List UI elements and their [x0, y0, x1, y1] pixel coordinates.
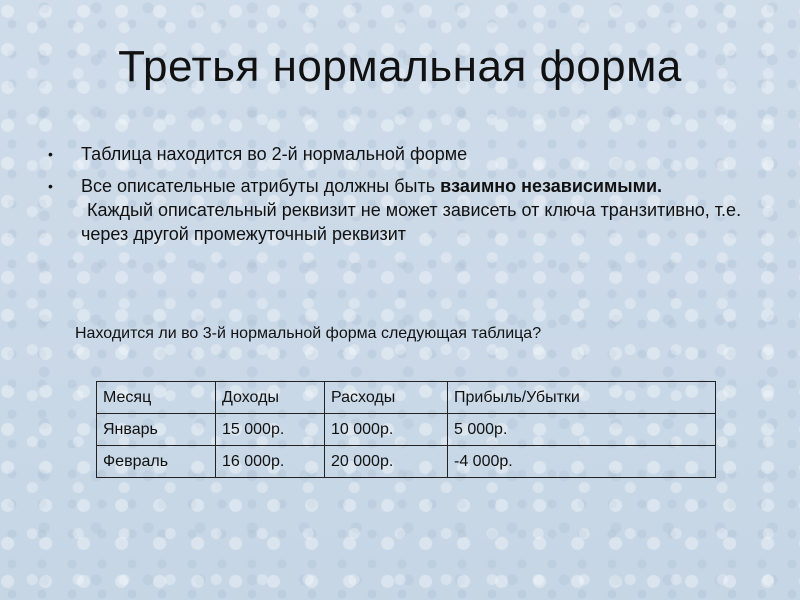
table-cell: Февраль [97, 446, 216, 478]
question-text: Находится ли во 3-й нормальной форма следующая таблица? [75, 325, 542, 342]
bullet-text: Все описательные атрибуты должны быть [81, 176, 441, 196]
bullet-icon: • [48, 178, 53, 194]
table-cell: 10 000р. [325, 414, 448, 446]
table-header-row [97, 382, 716, 414]
header-cell: Доходы [216, 382, 325, 414]
data-table [96, 381, 716, 478]
bullet-text: Таблица находится во 2-й нормальной форме [81, 144, 468, 164]
bullet-list [48, 142, 748, 254]
bullet-bold-text: взаимно независимыми. [440, 176, 663, 196]
header-cell: Расходы [325, 382, 448, 414]
header-cell: Месяц [97, 382, 216, 414]
table-cell: Январь [97, 414, 216, 446]
table-cell: 5 000р. [448, 414, 716, 446]
bullet-item [48, 174, 748, 246]
header-cell: Прибыль/Убытки [448, 382, 716, 414]
table-row [97, 414, 716, 446]
table-cell: 20 000р. [325, 446, 448, 478]
table-row [97, 446, 716, 478]
bullet-text-continuation: Каждый описательный реквизит не может зависеть от ключа транзитивно, т.е. через другой промежуточный реквизит [81, 200, 742, 244]
slide-title: Третья нормальная форма [118, 42, 682, 91]
bullet-item [48, 142, 748, 166]
table-cell: 15 000р. [216, 414, 325, 446]
table-cell: 16 000р. [216, 446, 325, 478]
bullet-icon: • [48, 146, 53, 162]
table-cell: -4 000р. [448, 446, 716, 478]
